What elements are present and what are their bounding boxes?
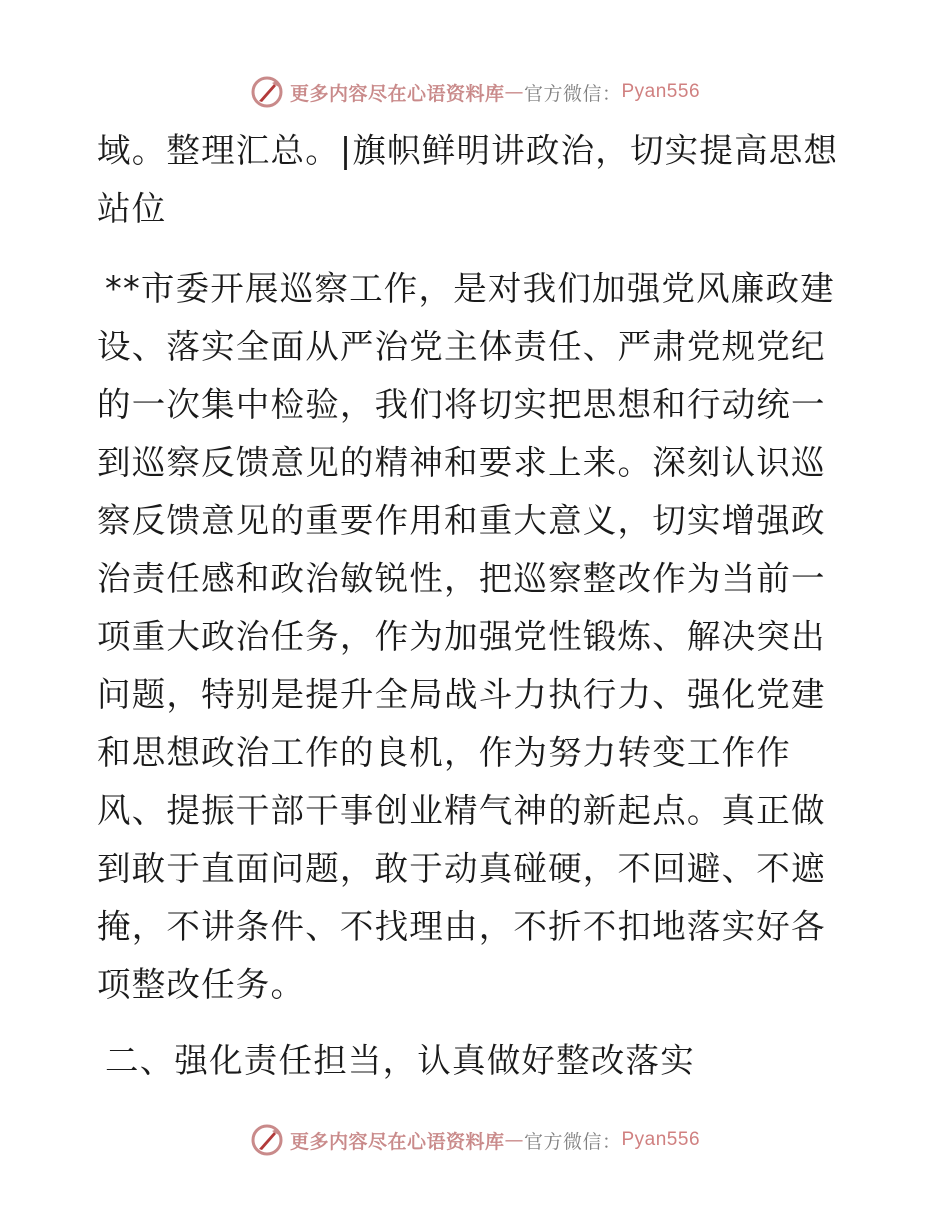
header-watermark xyxy=(0,72,950,112)
quill-logo-icon xyxy=(250,1123,284,1157)
section-heading-2: 二、强化责任担当，认真做好整改落实 xyxy=(105,1041,695,1080)
watermark-dash: — xyxy=(504,1129,524,1151)
quill-logo-icon xyxy=(250,75,284,109)
footer-watermark xyxy=(0,1120,950,1160)
watermark-wechat-id: Pyan556 xyxy=(621,1129,701,1150)
watermark-main-text: 更多内容尽在心语资料库 xyxy=(289,82,505,105)
watermark-wechat-id: Pyan556 xyxy=(621,81,701,102)
watermark-label: 官方微信： xyxy=(523,1130,622,1153)
watermark-main-text: 更多内容尽在心语资料库 xyxy=(289,1130,505,1153)
paragraph-2: **市委开展巡察工作，是对我们加强党风廉政建设、落实全面从严治党主体责任、严肃党规党纪的一次集中检验，我们将切实把思想和行动统一到巡察反馈意见的精神和要求上来。深刻认识巡察反馈意见的重要作用和重大意义，切实增强政治责任感和政治敏锐性，把巡察整改作为当前一项重大政治任务，作为加强党性锻炼、解决突出问题，特别是提升全局战斗力执行力、强化党建和思想政治工作的良机，作为努力转变工作作风、提振干部干事创业精气神的新起点。真正做到敢于直面问题，敢于动真碰硬，不回避、不遮掩，不讲条件、不找理由，不折不扣地落实好各项整改任务。 xyxy=(97,269,835,1004)
watermark-dash: — xyxy=(504,81,524,103)
paragraph-1: 域。整理汇总。|旗帜鲜明讲政治，切实提高思想站位 xyxy=(97,131,839,228)
document-body xyxy=(97,122,857,1090)
watermark-label: 官方微信： xyxy=(523,82,622,105)
